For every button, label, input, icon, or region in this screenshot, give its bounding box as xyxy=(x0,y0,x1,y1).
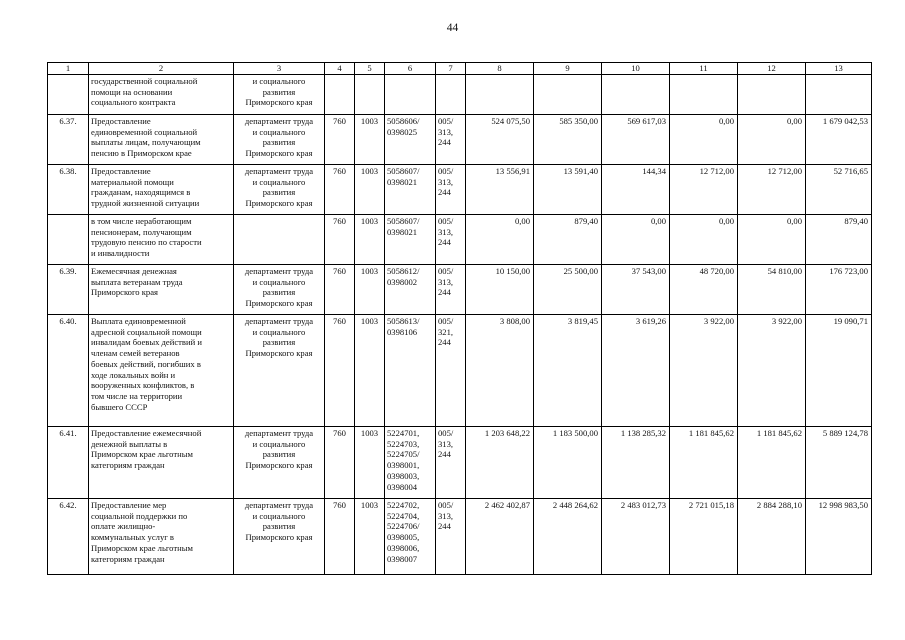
table-row xyxy=(48,115,872,165)
total-amount-cell xyxy=(806,75,872,115)
total-amount-cell: 1 679 042,53 xyxy=(806,115,872,165)
amount-cell: 1 203 648,22 xyxy=(466,427,534,499)
budget-table xyxy=(47,62,872,575)
department-cell: департамент труда и социального развития Приморского края xyxy=(234,315,325,427)
table-row xyxy=(48,215,872,265)
row-number-cell: 6.38. xyxy=(48,165,89,215)
expense-type-cell: 005/ 313, 244 xyxy=(436,215,466,265)
code-cell: 1003 xyxy=(355,165,385,215)
column-header: 9 xyxy=(534,63,602,75)
column-header: 3 xyxy=(234,63,325,75)
amount-cell xyxy=(602,75,670,115)
amount-cell xyxy=(738,75,806,115)
department-cell: департамент труда и социального развития Приморского края xyxy=(234,115,325,165)
row-number-cell xyxy=(48,215,89,265)
code-cell: 760 xyxy=(325,265,355,315)
description-cell: Предоставление единовременной социальной выплаты лицам, получающим пенсию в Приморском крае xyxy=(89,115,234,165)
amount-cell: 585 350,00 xyxy=(534,115,602,165)
amount-cell xyxy=(670,75,738,115)
table-row xyxy=(48,75,872,115)
total-amount-cell: 5 889 124,78 xyxy=(806,427,872,499)
amount-cell: 0,00 xyxy=(670,215,738,265)
description-cell: в том числе неработающим пенсионерам, получающим трудовую пенсию по старости и инвалидности xyxy=(89,215,234,265)
department-cell: департамент труда и социального развития Приморского края xyxy=(234,427,325,499)
total-amount-cell: 52 716,65 xyxy=(806,165,872,215)
amount-cell: 10 150,00 xyxy=(466,265,534,315)
row-number-cell xyxy=(48,75,89,115)
amount-cell: 524 075,50 xyxy=(466,115,534,165)
department-cell: департамент труда и социального развития Приморского края xyxy=(234,499,325,575)
code-cell: 1003 xyxy=(355,215,385,265)
expense-type-cell xyxy=(436,75,466,115)
code-cell: 760 xyxy=(325,115,355,165)
description-cell: Предоставление материальной помощи гражданам, находящимся в трудной жизненной ситуации xyxy=(89,165,234,215)
code-cell: 1003 xyxy=(355,115,385,165)
amount-cell: 2 884 288,10 xyxy=(738,499,806,575)
amount-cell: 2 448 264,62 xyxy=(534,499,602,575)
table-row xyxy=(48,165,872,215)
row-number-cell: 6.39. xyxy=(48,265,89,315)
table-row xyxy=(48,265,872,315)
amount-cell: 3 819,45 xyxy=(534,315,602,427)
code-cell: 760 xyxy=(325,427,355,499)
description-cell: Выплата единовременной адресной социальной помощи инвалидам боевых действий и членам семей ветеранов боевых действий, погибших в ходе локальных войн и вооруженных конфликтов, в том числе на территории бывшего СССР xyxy=(89,315,234,427)
expense-type-cell: 005/ 313, 244 xyxy=(436,115,466,165)
column-header: 13 xyxy=(806,63,872,75)
table-row xyxy=(48,315,872,427)
amount-cell: 144,34 xyxy=(602,165,670,215)
target-code-cell: 5058607/ 0398021 xyxy=(385,215,436,265)
column-header: 8 xyxy=(466,63,534,75)
total-amount-cell: 176 723,00 xyxy=(806,265,872,315)
expense-type-cell: 005/ 313, 244 xyxy=(436,165,466,215)
amount-cell: 2 721 015,18 xyxy=(670,499,738,575)
column-header: 5 xyxy=(355,63,385,75)
code-cell: 1003 xyxy=(355,315,385,427)
code-cell: 760 xyxy=(325,165,355,215)
amount-cell: 0,00 xyxy=(670,115,738,165)
amount-cell: 0,00 xyxy=(738,115,806,165)
amount-cell: 0,00 xyxy=(466,215,534,265)
amount-cell: 0,00 xyxy=(738,215,806,265)
description-cell: Предоставление ежемесячной денежной выплаты в Приморском крае льготным категориям граждан xyxy=(89,427,234,499)
amount-cell: 1 181 845,62 xyxy=(738,427,806,499)
amount-cell: 0,00 xyxy=(602,215,670,265)
amount-cell: 3 619,26 xyxy=(602,315,670,427)
column-number-row xyxy=(48,63,872,75)
column-header: 4 xyxy=(325,63,355,75)
description-cell: Предоставление мер социальной поддержки по оплате жилищно- коммунальных услуг в Приморском крае льготным категориям граждан xyxy=(89,499,234,575)
column-header: 6 xyxy=(385,63,436,75)
table-row xyxy=(48,427,872,499)
code-cell xyxy=(325,75,355,115)
amount-cell: 879,40 xyxy=(534,215,602,265)
code-cell: 760 xyxy=(325,499,355,575)
total-amount-cell: 19 090,71 xyxy=(806,315,872,427)
amount-cell: 2 462 402,87 xyxy=(466,499,534,575)
code-cell: 1003 xyxy=(355,265,385,315)
row-number-cell: 6.42. xyxy=(48,499,89,575)
table-row xyxy=(48,499,872,575)
column-header: 10 xyxy=(602,63,670,75)
page-number: 44 xyxy=(446,22,459,34)
department-cell: и социального развития Приморского края xyxy=(234,75,325,115)
amount-cell: 1 138 285,32 xyxy=(602,427,670,499)
column-header: 11 xyxy=(670,63,738,75)
amount-cell xyxy=(534,75,602,115)
expense-type-cell: 005/ 313, 244 xyxy=(436,499,466,575)
code-cell: 1003 xyxy=(355,427,385,499)
target-code-cell: 5058607/ 0398021 xyxy=(385,165,436,215)
amount-cell: 569 617,03 xyxy=(602,115,670,165)
amount-cell: 37 543,00 xyxy=(602,265,670,315)
column-header: 2 xyxy=(89,63,234,75)
column-header: 7 xyxy=(436,63,466,75)
code-cell xyxy=(355,75,385,115)
expense-type-cell: 005/ 321, 244 xyxy=(436,315,466,427)
column-header: 12 xyxy=(738,63,806,75)
department-cell: департамент труда и социального развития Приморского края xyxy=(234,165,325,215)
code-cell: 760 xyxy=(325,215,355,265)
amount-cell: 1 181 845,62 xyxy=(670,427,738,499)
target-code-cell: 5058612/ 0398002 xyxy=(385,265,436,315)
description-cell: государственной социальной помощи на основании социального контракта xyxy=(89,75,234,115)
amount-cell: 12 712,00 xyxy=(670,165,738,215)
row-number-cell: 6.37. xyxy=(48,115,89,165)
amount-cell: 13 591,40 xyxy=(534,165,602,215)
amount-cell: 25 500,00 xyxy=(534,265,602,315)
department-cell: департамент труда и социального развития Приморского края xyxy=(234,265,325,315)
amount-cell: 12 712,00 xyxy=(738,165,806,215)
amount-cell: 13 556,91 xyxy=(466,165,534,215)
target-code-cell: 5058613/ 0398106 xyxy=(385,315,436,427)
row-number-cell: 6.41. xyxy=(48,427,89,499)
amount-cell: 3 922,00 xyxy=(738,315,806,427)
target-code-cell: 5224701, 5224703, 5224705/ 0398001, 0398003, 0398004 xyxy=(385,427,436,499)
code-cell: 760 xyxy=(325,315,355,427)
column-header: 1 xyxy=(48,63,89,75)
amount-cell: 54 810,00 xyxy=(738,265,806,315)
target-code-cell: 5224702, 5224704, 5224706/ 0398005, 0398006, 0398007 xyxy=(385,499,436,575)
expense-type-cell: 005/ 313, 244 xyxy=(436,265,466,315)
amount-cell: 48 720,00 xyxy=(670,265,738,315)
description-cell: Ежемесячная денежная выплата ветеранам труда Приморского края xyxy=(89,265,234,315)
row-number-cell: 6.40. xyxy=(48,315,89,427)
amount-cell: 3 922,00 xyxy=(670,315,738,427)
total-amount-cell: 12 998 983,50 xyxy=(806,499,872,575)
department-cell xyxy=(234,215,325,265)
total-amount-cell: 879,40 xyxy=(806,215,872,265)
target-code-cell: 5058606/ 0398025 xyxy=(385,115,436,165)
target-code-cell xyxy=(385,75,436,115)
amount-cell: 2 483 012,73 xyxy=(602,499,670,575)
expense-type-cell: 005/ 313, 244 xyxy=(436,427,466,499)
amount-cell xyxy=(466,75,534,115)
amount-cell: 1 183 500,00 xyxy=(534,427,602,499)
amount-cell: 3 808,00 xyxy=(466,315,534,427)
code-cell: 1003 xyxy=(355,499,385,575)
